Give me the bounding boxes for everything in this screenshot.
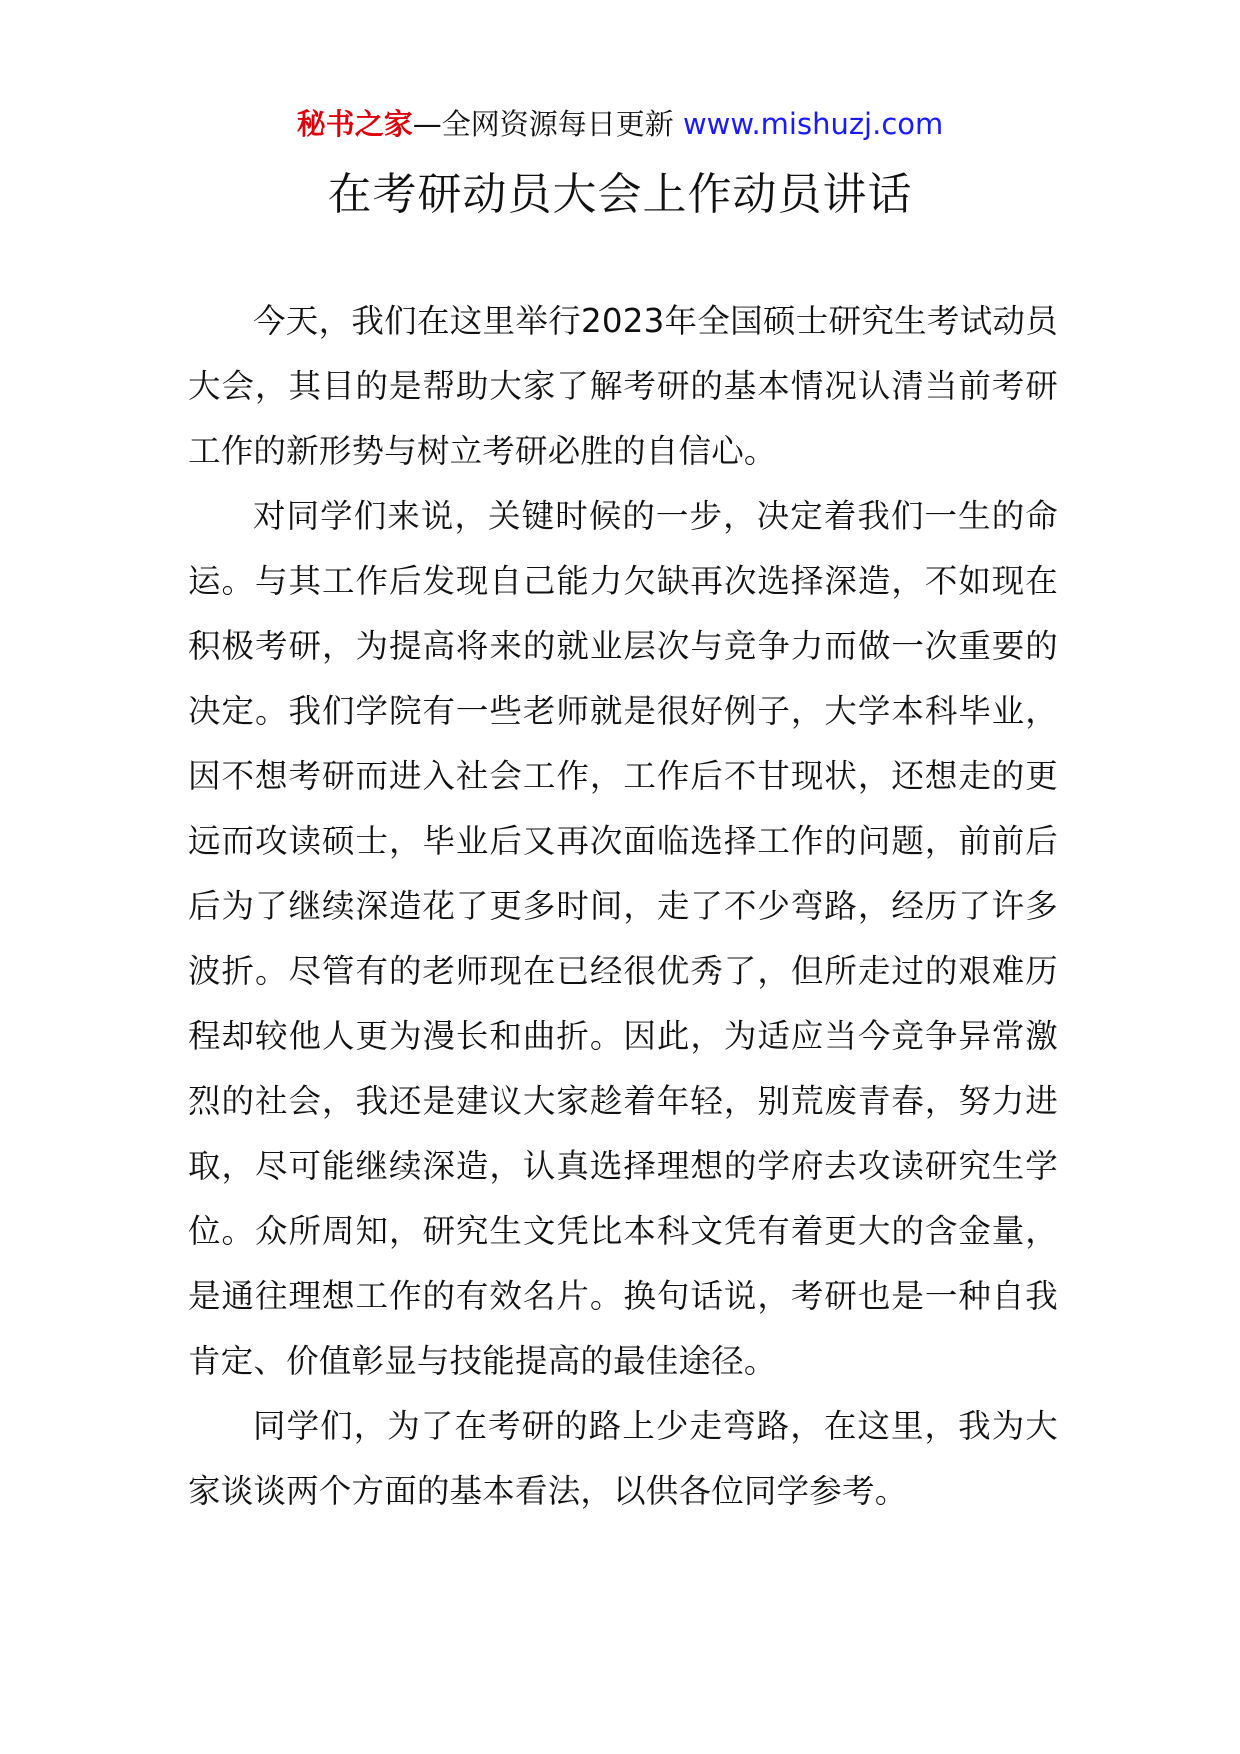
site-url-link[interactable]: www.mishuzj.com: [682, 107, 944, 141]
document-body: [188, 289, 1058, 1524]
paragraph: 今天，我们在这里举行2023年全国硕士研究生考试动员大会，其目的是帮助大家了解考研的基本情况认清当前考研工作的新形势与树立考研必胜的自信心。: [188, 302, 1058, 470]
document-title: 在考研动员大会上作动员讲话: [327, 169, 913, 220]
paragraph: 对同学们来说，关键时候的一步，决定着我们一生的命运。与其工作后发现自己能力欠缺再次选择深造，不如现在积极考研，为提高将来的就业层次与竞争力而做一次重要的决定。我们学院有一些老师就是很好例子，大学本科毕业，因不想考研而进入社会工作，工作后不甘现状，还想走的更远而攻读硕士，毕业后又再次面临选择工作的问题，前前后后为了继续深造花了更多时间，走了不少弯路，经历了许多波折。尽管有的老师现在已经很优秀了，但所走过的艰难历程却较他人更为漫长和曲折。因此，为适应当今竞争异常激烈的社会，我还是建议大家趁着年轻，别荒废青春，努力进取，尽可能继续深造，认真选择理想的学府去攻读研究生学位。众所周知，研究生文凭比本科文凭有着更大的含金量，是通往理想工作的有效名片。换句话说，考研也是一种自我肯定、价值彰显与技能提高的最佳途径。: [188, 497, 1058, 1380]
site-slogan: —全网资源每日更新: [412, 107, 674, 141]
paragraph: 同学们，为了在考研的路上少走弯路，在这里，我为大家谈谈两个方面的基本看法，以供各位同学参考。: [188, 1407, 1058, 1510]
site-brand: 秘书之家: [296, 107, 413, 141]
site-header: [0, 104, 1240, 144]
